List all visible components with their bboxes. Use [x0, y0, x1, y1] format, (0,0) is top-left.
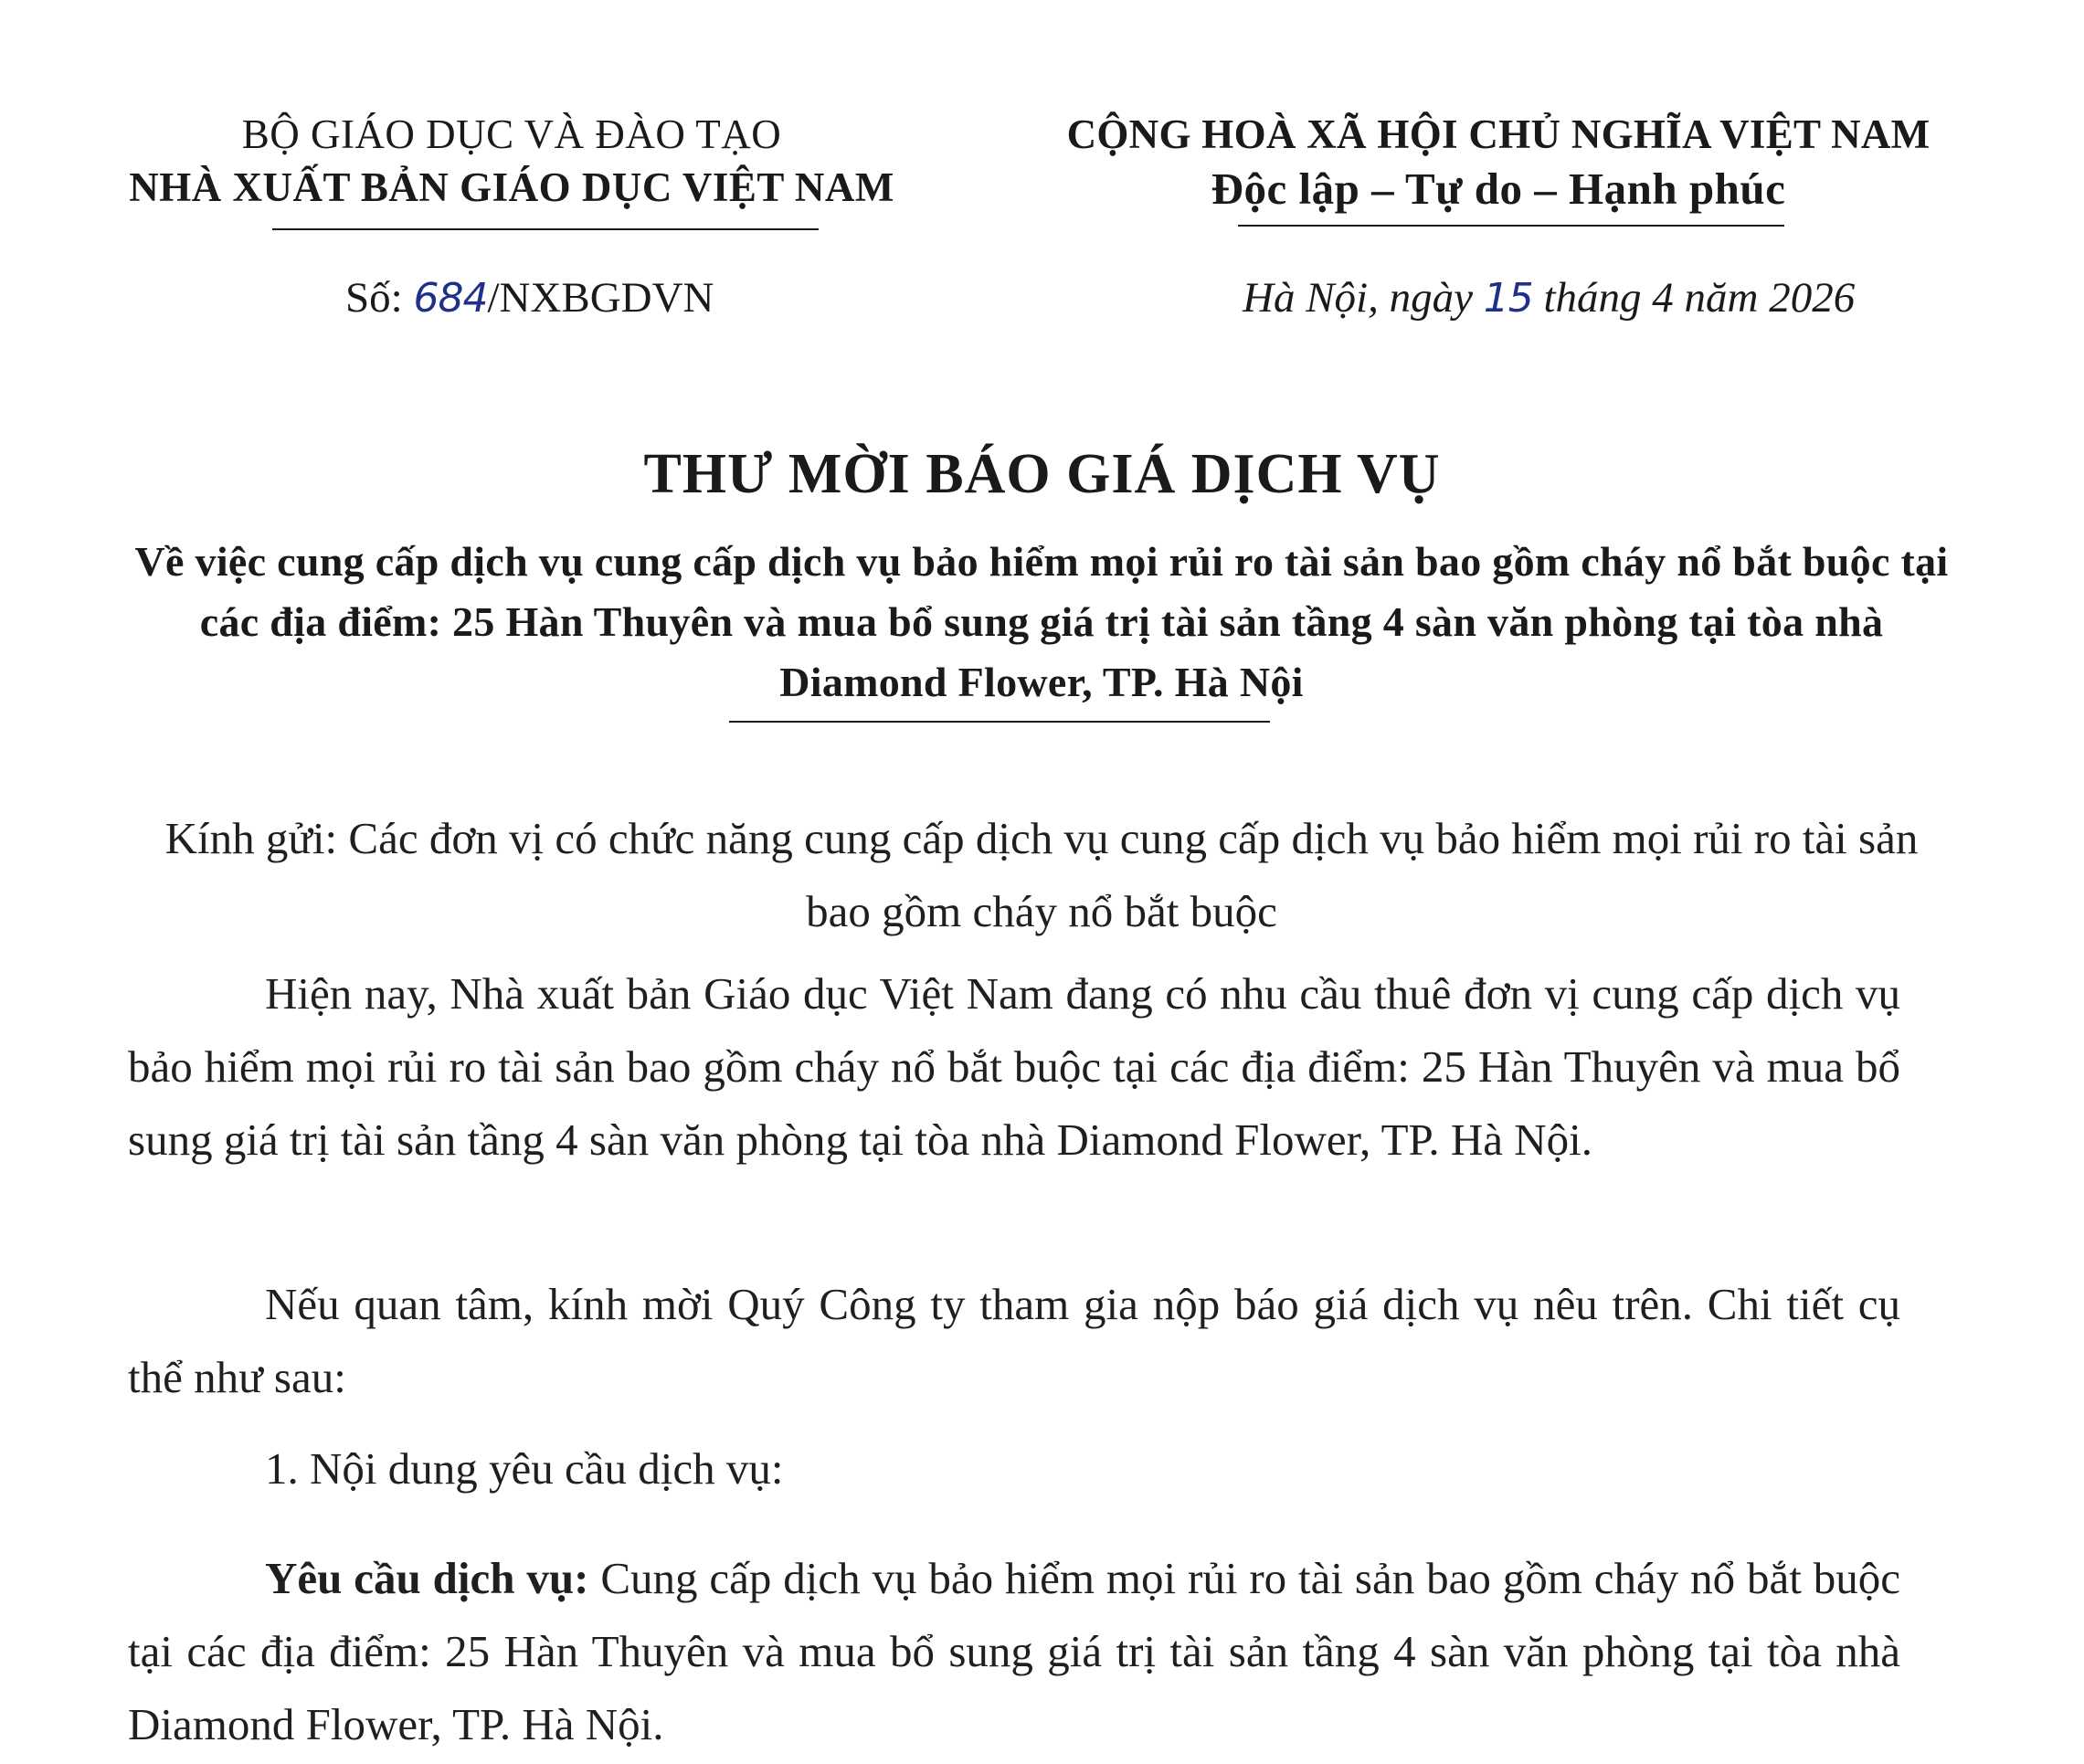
requirement-label: Yêu cầu dịch vụ:	[265, 1553, 589, 1603]
handwritten-day: 15	[1483, 275, 1533, 322]
motto-underline	[1238, 225, 1784, 227]
document-number-prefix: Số:	[345, 274, 414, 322]
date-suffix: tháng 4 năm 2026	[1532, 274, 1856, 322]
national-motto: Độc lập – Tự do – Hạnh phúc	[1211, 164, 1786, 214]
ministry-name: BỘ GIÁO DỤC VÀ ĐÀO TẠO	[241, 111, 782, 157]
recipient-line: Kính gửi: Các đơn vị có chức năng cung cấp dịch vụ cung cấp dịch vụ bảo hiểm mọi rủi ro tài sản bao gồm cháy nổ bắt buộc	[164, 813, 1919, 936]
document-number	[345, 270, 714, 326]
document-subject: Về việc cung cấp dịch vụ cung cấp dịch vụ bảo hiểm mọi rủi ro tài sản bao gồm cháy nổ bắt buộc tại các địa điểm: 25 Hàn Thuyên và mua bổ sung giá trị tài sản tầng 4 sàn văn phòng tại tòa nhà Diamond Flower, TP. Hà Nội	[134, 538, 1949, 705]
issuer-underline	[272, 228, 819, 230]
date-prefix: Hà Nội, ngày	[1243, 274, 1484, 322]
requirement-paragraph	[128, 1542, 1900, 1761]
section-heading-1: 1. Nội dung yêu cầu dịch vụ:	[265, 1443, 784, 1494]
requirement-text: Cung cấp dịch vụ bảo hiểm mọi rủi ro tài sản bao gồm cháy nổ bắt buộc tại các địa điểm: 25 Hàn Thuyên và mua bổ sung giá trị tài sản tầng 4 sàn văn phòng tại tòa nhà Diamond Flower, TP. Hà Nội.	[128, 1553, 1900, 1749]
handwritten-number: 684	[413, 275, 488, 322]
intro-paragraph: Hiện nay, Nhà xuất bản Giáo dục Việt Nam đang có nhu cầu thuê đơn vị cung cấp dịch vụ bảo hiểm mọi rủi ro tài sản bao gồm cháy nổ bắt buộc tại các địa điểm: 25 Hàn Thuyên và mua bổ sung giá trị tài sản tầng 4 sàn văn phòng tại tòa nhà Diamond Flower, TP. Hà Nội.	[128, 968, 1900, 1165]
document-title: THƯ MỜI BÁO GIÁ DỊCH VỤ	[643, 443, 1441, 505]
national-heading-block	[1014, 108, 1983, 217]
publisher-name: NHÀ XUẤT BẢN GIÁO DỤC VIỆT NAM	[129, 164, 894, 210]
country-name: CỘNG HOÀ XÃ HỘI CHỦ NGHĨA VIỆT NAM	[1066, 111, 1931, 157]
document-date	[1243, 270, 1855, 326]
document-number-suffix: /NXBGDVN	[487, 274, 714, 322]
issuer-block	[119, 108, 904, 214]
subject-underline	[729, 721, 1270, 723]
invitation-paragraph: Nếu quan tâm, kính mời Quý Công ty tham gia nộp báo giá dịch vụ nêu trên. Chi tiết cụ thể như sau:	[128, 1279, 1900, 1402]
